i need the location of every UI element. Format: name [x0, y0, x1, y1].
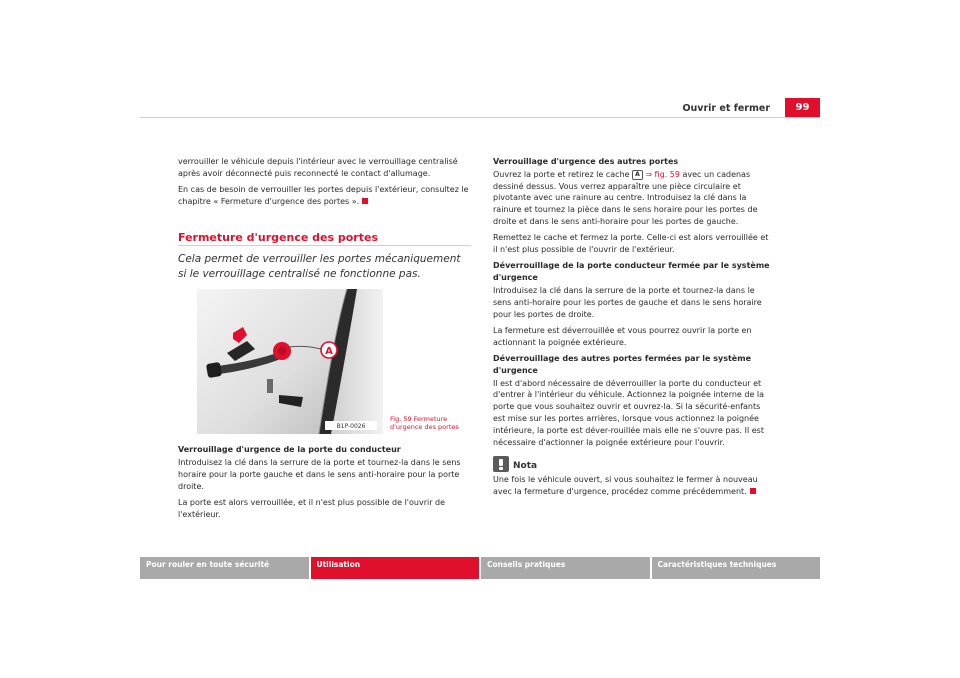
- door-lock-illustration: [197, 289, 383, 434]
- figure-callout-label: A: [325, 346, 333, 358]
- figure-caption: Fig. 59 Fermeture d'urgence des portes: [390, 415, 459, 432]
- right-subheading-2: Déverrouillage de la porte conducteur fermée par le système d'urgence: [493, 261, 770, 283]
- running-header-title: Ouvrir et fermer: [682, 103, 770, 114]
- right-paragraph-4: La fermeture est déverrouillée et vous pourrez ouvrir la porte en actionnant la poignée extérieure.: [493, 325, 752, 347]
- section-title: Fermeture d'urgence des portes: [178, 232, 471, 247]
- page-number: 99: [785, 98, 820, 118]
- tab-operation[interactable]: Utilisation: [311, 557, 480, 579]
- figure-code: B1P-0026: [336, 423, 366, 431]
- nota-text: Une fois le véhicule ouvert, si vous souhaitez le fermer à nouveau avec la fermeture d'urgence, procédez comme précédemment.: [493, 475, 758, 497]
- left-paragraph-3: Introduisez la clé dans la serrure de la porte et tournez-la dans le sens horaire pour la porte gauche et dans le sens anti-horaire pour la porte droite.: [178, 458, 461, 491]
- nota-box: [493, 456, 770, 498]
- tab-technical-specs[interactable]: Caractéristiques techniques: [652, 557, 821, 579]
- left-subheading-1: Verrouillage d'urgence de la porte du conducteur: [178, 445, 401, 455]
- right-paragraph-1: Ouvrez la porte et retirez le cache A ⇒ fig. 59 avec un cadenas dessiné dessus. Vous verrez apparaître une pièce circulaire et pivotante avec une rainure au centre. Introduisez la clé dans la rainure et tournez la pièce dans le sens horaire pour les portes de droite et dans le sens anti-horaire pour les portes de gauche.: [493, 169, 758, 226]
- nota-label: Nota: [513, 460, 538, 471]
- footer-nav: [140, 557, 820, 579]
- end-of-section-icon: [750, 488, 756, 494]
- info-hand-icon: [493, 456, 509, 472]
- right-subheading-3: Déverrouillage des autres portes fermées par le système d'urgence: [493, 353, 751, 375]
- figure-59: [178, 289, 471, 434]
- right-paragraph-2: Remettez le cache et fermez la porte. Celle-ci est alors verrouillée et il n'est plus possible de l'ouvrir de l'extérieur.: [493, 233, 769, 255]
- right-paragraph-3: Introduisez la clé dans la serrure de la porte et tournez-la dans le sens anti-horaire pour les portes de gauche et dans le sens horaire pour les portes de droite.: [493, 285, 762, 319]
- section-lead: Cela permet de verrouiller les portes mécaniquement si le verrouillage centralisé ne fonctionne pas.: [178, 253, 461, 281]
- right-paragraph-5: Il est d'abord nécessaire de déverrouiller la porte du conducteur et d'entrer à l'intérieur du véhicule. Actionnez la poignée interne de la porte que vous souhaitez ouvrir et ouvrez-la. Si la sécurité-enfants est mise sur les portes arrières, lorsque vous actionnez la poignée intérieure, la porte est déver-rouillée mais elle ne s'ouvre pas. Il est nécessaire d'actionner la poignée extérieure pour l'ouvrir.: [493, 378, 765, 447]
- right-column: [493, 156, 770, 502]
- end-of-section-icon: [362, 198, 368, 204]
- header-divider: [140, 117, 820, 118]
- left-paragraph-1: verrouiller le véhicule depuis l'intérieur avec le verrouillage centralisé après avoir déconnecté puis reconnecté le contact d'allumage.: [178, 157, 458, 178]
- figure-reference-link[interactable]: ⇒ fig. 59: [645, 169, 680, 179]
- tab-safety[interactable]: Pour rouler en toute sécurité: [140, 557, 309, 579]
- door-lock-drawing: [197, 289, 383, 434]
- tab-practical-tips[interactable]: Conseils pratiques: [481, 557, 650, 579]
- left-paragraph-2: En cas de besoin de verrouiller les portes depuis l'extérieur, consultez le chapitre « Fermeture d'urgence des portes ».: [178, 185, 469, 206]
- cover-reference-badge: A: [632, 170, 643, 180]
- left-paragraph-4: La porte est alors verrouillée, et il n'est plus possible de l'ouvrir de l'extérieur.: [178, 498, 446, 519]
- right-subheading-1: Verrouillage d'urgence des autres portes: [493, 157, 679, 166]
- left-column: [178, 156, 471, 525]
